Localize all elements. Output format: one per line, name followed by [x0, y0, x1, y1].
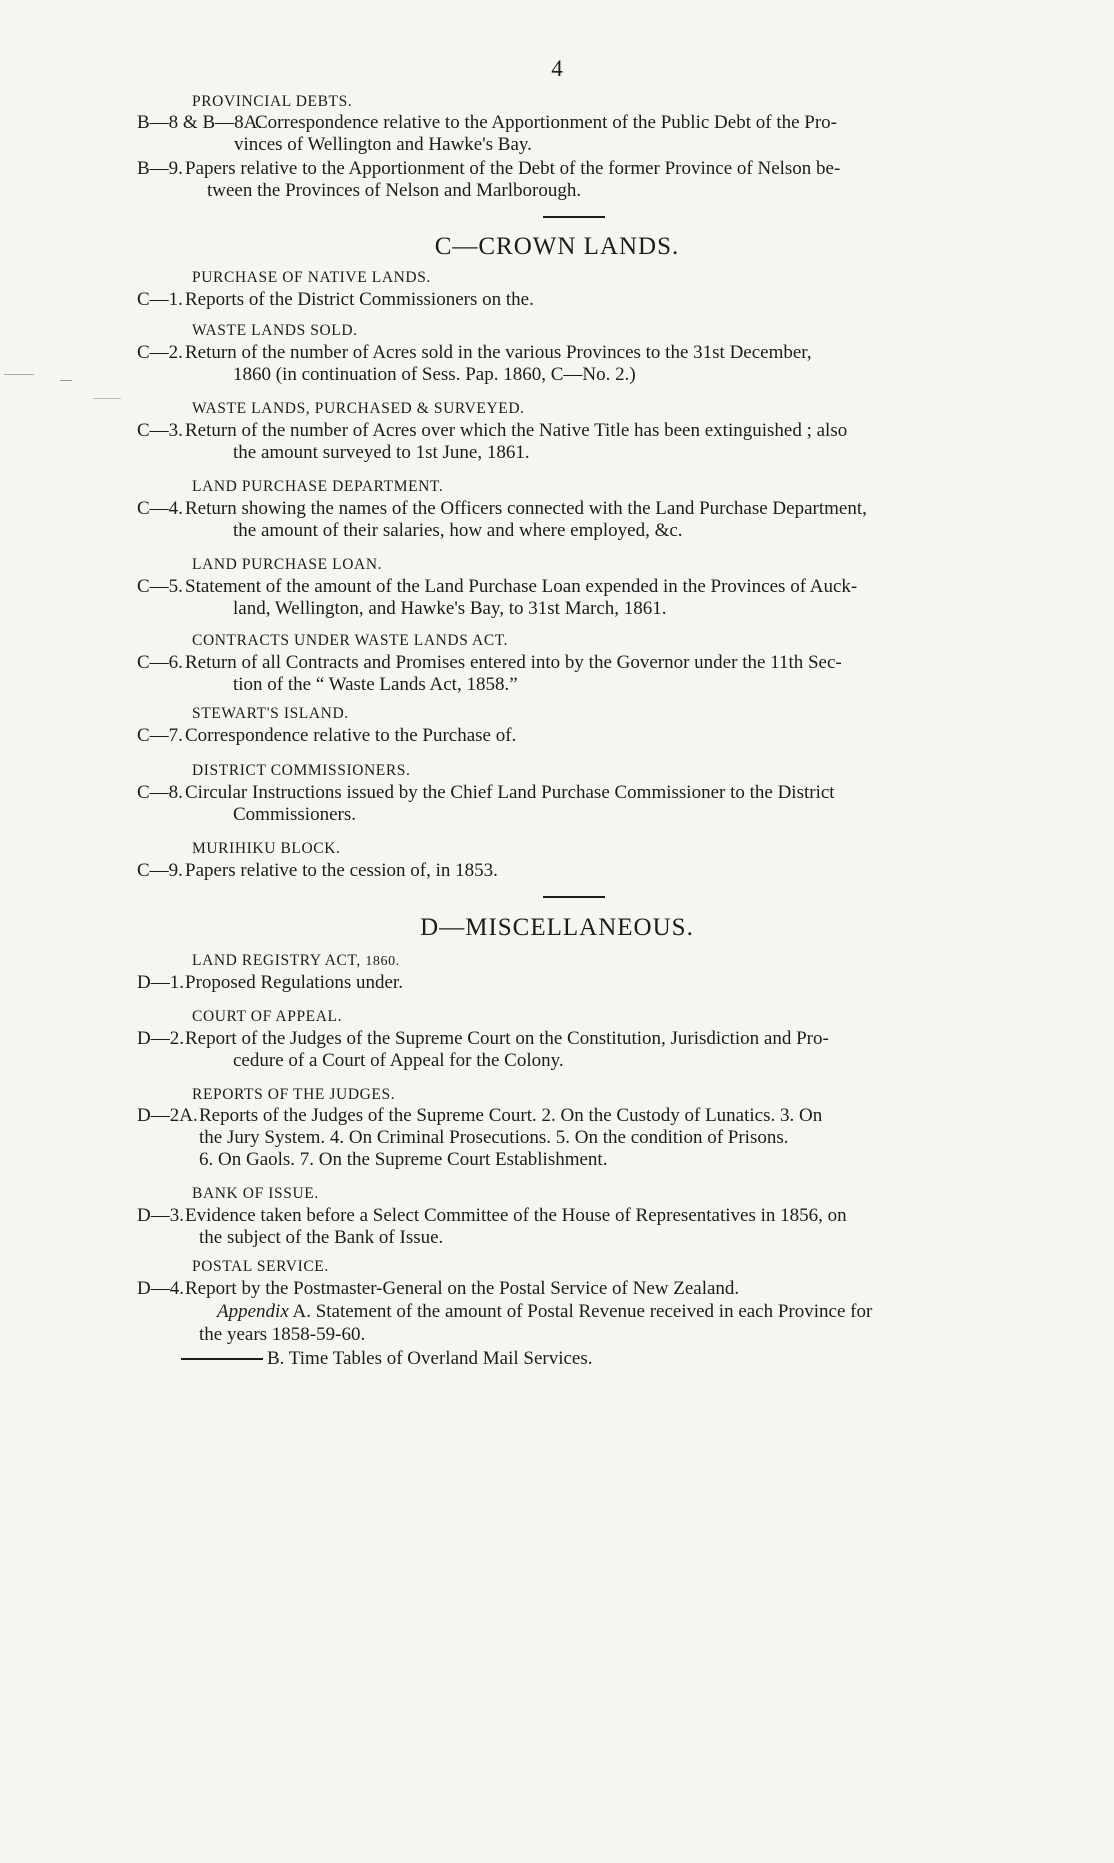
entry-text-line1: Report by the Postmaster-General on the Postal Service of New Zealand. [185, 1278, 740, 1299]
appendix-a [217, 1300, 872, 1323]
appendix-b: B. Time Tables of Overland Mail Services. [267, 1348, 593, 1369]
entry-text-line1: Proposed Regulations under. [185, 972, 403, 993]
appendix-a-text-line2: the years 1858-59-60. [199, 1324, 366, 1345]
entry-text-line2: cedure of a Court of Appeal for the Colony. [233, 1050, 564, 1071]
entry-code: B—9. [137, 158, 183, 179]
entry-text-line2: land, Wellington, and Hawke's Bay, to 31st March, 1861. [233, 598, 667, 619]
appendix-label: Appendix [217, 1301, 289, 1322]
entry-text-line3: 6. On Gaols. 7. On the Supreme Court Establishment. [199, 1149, 608, 1170]
heading-text: LAND REGISTRY ACT, [192, 952, 361, 969]
entry-text-line1: Circular Instructions issued by the Chief Land Purchase Commissioner to the District [185, 782, 835, 803]
heading-contracts-waste-lands: CONTRACTS UNDER WASTE LANDS ACT. [192, 632, 509, 649]
entry-text-line1: Statement of the amount of the Land Purchase Loan expended in the Provinces of Auck- [185, 576, 858, 597]
entry-code: B—8 & B—8A. [137, 112, 263, 133]
entry-b9 [137, 157, 1037, 207]
entry-b8 [137, 111, 1037, 161]
entry-code: C—3. [137, 420, 183, 441]
heading-land-purchase-loan: LAND PURCHASE LOAN. [192, 556, 383, 573]
entry-text-line1: Report of the Judges of the Supreme Court on the Constitution, Jurisdiction and Pro- [185, 1028, 829, 1049]
heading-court-of-appeal: COURT OF APPEAL. [192, 1008, 343, 1025]
entry-text-line1: Reports of the District Commissioners on the. [185, 289, 534, 310]
heading-purchase-native-lands: PURCHASE OF NATIVE LANDS. [192, 269, 431, 286]
entry-code: C—1. [137, 289, 183, 310]
entry-code: C—6. [137, 652, 183, 673]
entry-text-line1: Correspondence relative to the Apportionment of the Public Debt of the Pro- [255, 112, 837, 133]
entry-c5 [137, 575, 1037, 625]
entry-code: D—3. [137, 1205, 184, 1226]
entry-text-line2: the subject of the Bank of Issue. [199, 1227, 444, 1248]
scan-mark [4, 374, 34, 375]
entry-c3 [137, 419, 1037, 469]
entry-text-line1: Evidence taken before a Select Committee of the House of Representatives in 1856, on [185, 1205, 847, 1226]
entry-code: D—2A. [137, 1105, 198, 1126]
entry-text-line1: Return of all Contracts and Promises entered into by the Governor under the 11th Sec- [185, 652, 842, 673]
entry-text-line1: Papers relative to the Apportionment of the Debt of the former Province of Nelson be- [185, 158, 841, 179]
entry-c6 [137, 651, 1037, 701]
entry-d2a [137, 1104, 1037, 1174]
entry-code: C—8. [137, 782, 183, 803]
entry-text-line1: Return of the number of Acres sold in the various Provinces to the 31st December, [185, 342, 812, 363]
heading-murihiku-block: MURIHIKU BLOCK. [192, 840, 341, 857]
entry-c2 [137, 341, 1037, 391]
heading-waste-lands-sold: WASTE LANDS SOLD. [192, 322, 358, 339]
entry-text-line2: the amount surveyed to 1st June, 1861. [233, 442, 530, 463]
appendix-a-text: A. Statement of the amount of Postal Revenue received in each Province for [292, 1301, 873, 1322]
entry-d3 [137, 1204, 1037, 1254]
heading-land-registry-act [192, 952, 400, 970]
entry-text-line1: Correspondence relative to the Purchase of. [185, 725, 517, 746]
heading-stewarts-island: STEWART'S ISLAND. [192, 705, 349, 722]
entry-code: C—5. [137, 576, 183, 597]
entry-c7 [137, 724, 1037, 749]
scan-mark [60, 380, 72, 381]
entry-text-line1: Papers relative to the cession of, in 1853. [185, 860, 498, 881]
entry-d4 [137, 1277, 1037, 1377]
entry-code: D—2. [137, 1028, 184, 1049]
entry-text-line2: tion of the “ Waste Lands Act, 1858.” [233, 674, 518, 695]
heading-bank-of-issue: BANK OF ISSUE. [192, 1185, 319, 1202]
entry-text-line2: vinces of Wellington and Hawke's Bay. [234, 134, 532, 155]
entry-code: D—4. [137, 1278, 184, 1299]
entry-c8 [137, 781, 1037, 831]
section-divider [543, 896, 605, 898]
entry-text-line2: 1860 (in continuation of Sess. Pap. 1860, C—No. 2.) [233, 364, 636, 385]
section-title-miscellaneous: D—MISCELLANEOUS. [420, 914, 694, 941]
entry-text-line1: Return of the number of Acres over which the Native Title has been extinguished ; also [185, 420, 848, 441]
heading-land-purchase-department: LAND PURCHASE DEPARTMENT. [192, 478, 444, 495]
entry-c1 [137, 288, 1037, 313]
section-title-crown-lands: C—CROWN LANDS. [434, 233, 680, 260]
heading-year: 1860. [365, 954, 400, 969]
entry-text-line2: Commissioners. [233, 804, 356, 825]
entry-d1 [137, 971, 1037, 996]
entry-text-line2: the Jury System. 4. On Criminal Prosecutions. 5. On the condition of Prisons. [199, 1127, 789, 1148]
page-number: 4 [551, 56, 563, 81]
entry-code: C—7. [137, 725, 183, 746]
entry-text-line1: Reports of the Judges of the Supreme Court. 2. On the Custody of Lunatics. 3. On [199, 1105, 823, 1126]
heading-reports-of-judges: REPORTS OF THE JUDGES. [192, 1086, 396, 1103]
entry-code: C—4. [137, 498, 183, 519]
entry-code: C—9. [137, 860, 183, 881]
scan-mark [93, 398, 121, 399]
entry-code: D—1. [137, 972, 184, 993]
entry-text-line2: the amount of their salaries, how and where employed, &c. [233, 520, 683, 541]
entry-text-line2: tween the Provinces of Nelson and Marlborough. [207, 180, 582, 201]
heading-provincial-debts: PROVINCIAL DEBTS. [192, 93, 353, 110]
entry-code: C—2. [137, 342, 183, 363]
heading-district-commissioners: DISTRICT COMMISSIONERS. [192, 762, 411, 779]
appendix-dash-rule [181, 1358, 263, 1360]
heading-postal-service: POSTAL SERVICE. [192, 1258, 329, 1275]
section-divider [543, 216, 605, 218]
entry-d2 [137, 1027, 1037, 1077]
entry-c9 [137, 859, 1037, 884]
entry-text-line1: Return showing the names of the Officers connected with the Land Purchase Department, [185, 498, 867, 519]
entry-c4 [137, 497, 1037, 547]
heading-waste-lands-purchased: WASTE LANDS, PURCHASED & SURVEYED. [192, 400, 525, 417]
